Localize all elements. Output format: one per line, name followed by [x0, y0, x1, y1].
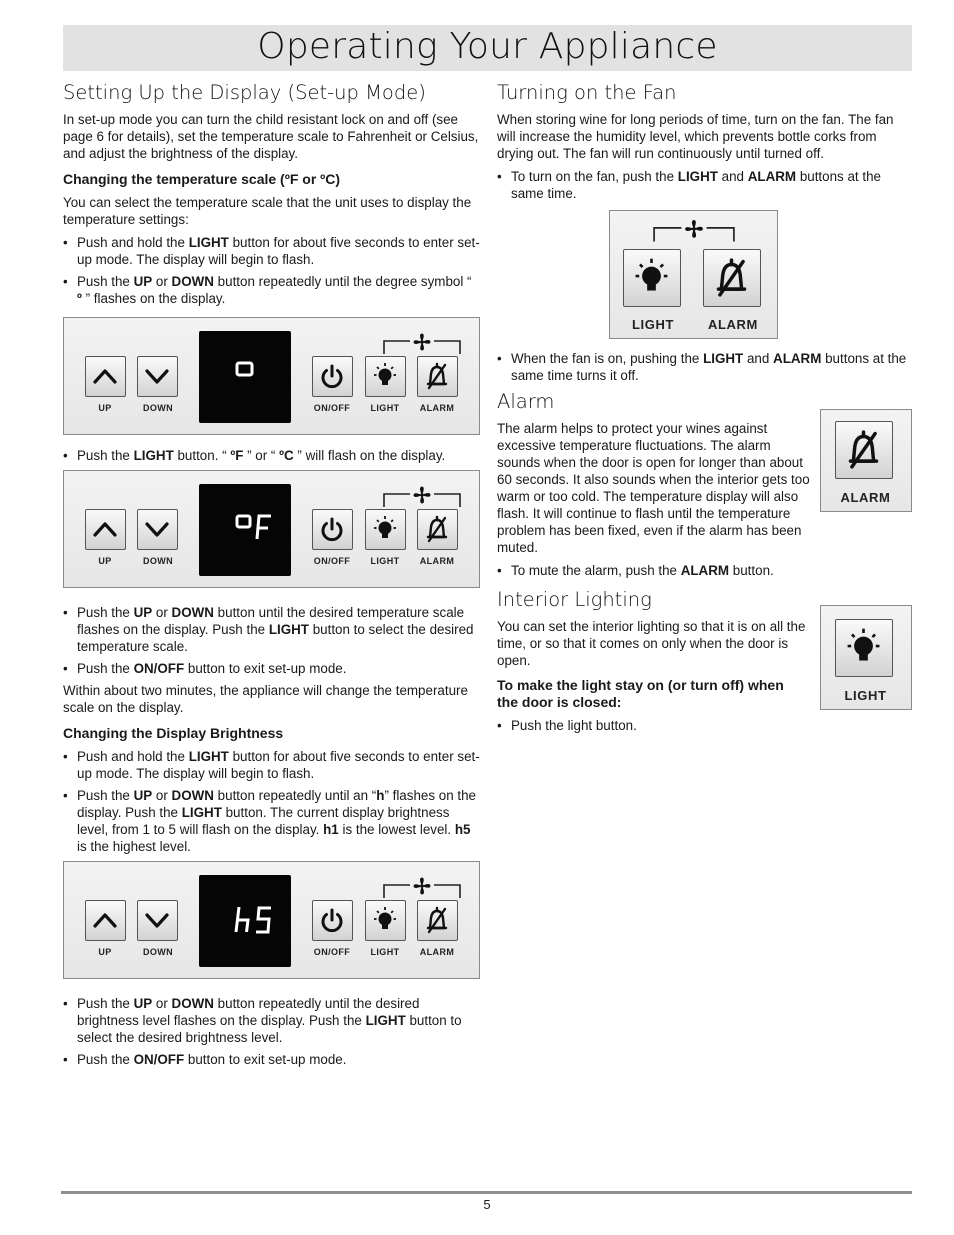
light-button[interactable]	[623, 249, 681, 307]
list-item: • Push and hold the LIGHT button for about five seconds to enter set-up mode. The display will begin to flash.	[63, 234, 480, 268]
alarm-bell-muted-icon	[418, 510, 456, 548]
temp-scale-heading: Changing the temperature scale (ºF or ºC)	[63, 171, 341, 187]
alarm-button-diagram	[820, 409, 912, 512]
control-panel-brightness	[63, 861, 480, 979]
chevron-down-icon	[138, 510, 176, 548]
setup-heading: Setting Up the Display (Set-up Mode)	[63, 81, 426, 104]
fan-icon	[382, 332, 462, 356]
bulb-icon	[366, 510, 404, 548]
light-label: LIGHT	[632, 317, 674, 332]
up-button[interactable]	[85, 356, 126, 397]
light-button[interactable]	[365, 509, 406, 550]
fan-list-2	[497, 350, 912, 384]
lighting-heading: Interior Lighting	[497, 588, 652, 611]
fan-intro: When storing wine for long periods of time, turn on the fan. The fan will increase the humidity level, which prevents bottle corks from drying out. The fan will run continuously until turned off.	[497, 112, 894, 161]
fan-icon	[382, 876, 462, 900]
footer-rule	[61, 1191, 912, 1194]
up-label: UP	[98, 403, 112, 413]
right-column	[497, 80, 912, 739]
light-button-diagram	[820, 605, 912, 710]
temp-scale-list-2	[63, 447, 480, 464]
alarm-bell-muted-icon	[418, 901, 456, 939]
led-display	[199, 331, 291, 423]
display-fahrenheit-glyph	[199, 484, 291, 576]
alarm-bell-muted-icon	[704, 250, 759, 305]
temp-scale-list-1	[63, 234, 480, 307]
lighting-subheading: To make the light stay on (or turn off) when the door is closed:	[497, 677, 784, 710]
alarm-heading: Alarm	[497, 390, 555, 413]
page-title-bar	[63, 25, 912, 71]
alarm-button[interactable]	[835, 421, 893, 479]
list-item: • Push the UP or DOWN button repeatedly until an “h” flashes on the display. Push the LIGHT button. The current display brightness level, from 1 to 5 will flash on the display. h1 is the lowest level. h5 is the highest level.	[63, 787, 480, 855]
control-panel-fahrenheit	[63, 470, 480, 588]
lighting-list	[497, 717, 912, 734]
alarm-label: ALARM	[419, 556, 455, 566]
brightness-list-1	[63, 748, 480, 855]
led-display	[199, 484, 291, 576]
fan-button-diagram	[609, 210, 778, 339]
left-column	[63, 80, 480, 1073]
up-label: UP	[98, 947, 112, 957]
list-item: • Push the ON/OFF button to exit set-up mode.	[63, 1051, 480, 1068]
onoff-button[interactable]	[312, 509, 353, 550]
up-label: UP	[98, 556, 112, 566]
fan-heading: Turning on the Fan	[497, 81, 677, 104]
fan-icon	[652, 217, 736, 245]
alarm-button[interactable]	[417, 356, 458, 397]
onoff-button[interactable]	[312, 900, 353, 941]
list-item: • Push the ON/OFF button to exit set-up mode.	[63, 660, 480, 677]
chevron-up-icon	[86, 357, 124, 395]
light-label: LIGHT	[370, 556, 400, 566]
up-button[interactable]	[85, 900, 126, 941]
brightness-heading: Changing the Display Brightness	[63, 725, 284, 741]
down-label: DOWN	[142, 403, 174, 413]
light-label: LIGHT	[844, 688, 887, 703]
alarm-button[interactable]	[703, 249, 761, 307]
lighting-text: You can set the interior lighting so that it is on all the time, or so that it comes on only when the door is open.	[497, 619, 806, 668]
down-button[interactable]	[137, 900, 178, 941]
power-icon	[313, 357, 351, 395]
power-icon	[313, 901, 351, 939]
temp-scale-outro: Within about two minutes, the appliance will change the temperature scale on the display.	[63, 683, 468, 715]
alarm-button[interactable]	[417, 509, 458, 550]
down-label: DOWN	[142, 947, 174, 957]
power-icon	[313, 510, 351, 548]
alarm-text: The alarm helps to protect your wines against excessive temperature fluctuations. The alarm sounds when the door is open for longer than about 60 seconds. It also sounds when the interior gets too warm or too cold. The temperature display will also flash. It will continue to flash until the temperature problem has been fixed, even if the alarm has been muted.	[497, 421, 810, 555]
bulb-icon	[366, 901, 404, 939]
lighting-section	[497, 587, 912, 734]
onoff-label: ON/OFF	[313, 556, 351, 566]
list-item: • To mute the alarm, push the ALARM button.	[497, 562, 912, 579]
light-label: LIGHT	[370, 403, 400, 413]
chevron-down-icon	[138, 901, 176, 939]
display-degree-glyph	[199, 331, 291, 423]
light-button[interactable]	[365, 900, 406, 941]
light-button[interactable]	[835, 619, 893, 677]
fan-list-1	[497, 168, 912, 202]
alarm-label: ALARM	[419, 403, 455, 413]
down-button[interactable]	[137, 356, 178, 397]
control-panel-degree	[63, 317, 480, 435]
alarm-section	[497, 389, 912, 579]
list-item: • Push the UP or DOWN button until the desired temperature scale flashes on the display. Push the LIGHT button to select the desired temperature scale.	[63, 604, 480, 655]
page-number: 5	[483, 1197, 491, 1212]
list-item: • When the fan is on, pushing the LIGHT and ALARM buttons at the same time turns it off.	[497, 350, 912, 384]
list-item: • Push the light button.	[497, 717, 912, 734]
list-item: • Push the UP or DOWN button repeatedly until the desired brightness level flashes on the display. Push the LIGHT button to select the desired brightness level.	[63, 995, 480, 1046]
alarm-list	[497, 562, 912, 579]
temp-scale-intro: You can select the temperature scale that the unit uses to display the temperature settings:	[63, 195, 472, 227]
alarm-label: ALARM	[840, 490, 891, 505]
onoff-label: ON/OFF	[313, 947, 351, 957]
display-h5-glyph	[199, 875, 291, 967]
list-item: • To turn on the fan, push the LIGHT and ALARM buttons at the same time.	[497, 168, 912, 202]
chevron-up-icon	[86, 510, 124, 548]
up-button[interactable]	[85, 509, 126, 550]
alarm-label: ALARM	[419, 947, 455, 957]
led-display	[199, 875, 291, 967]
alarm-bell-muted-icon	[418, 357, 456, 395]
light-button[interactable]	[365, 356, 406, 397]
chevron-down-icon	[138, 357, 176, 395]
onoff-label: ON/OFF	[313, 403, 351, 413]
onoff-button[interactable]	[312, 356, 353, 397]
list-item: • Push the LIGHT button. “ ºF ” or “ ºC ” will flash on the display.	[63, 447, 480, 464]
temp-scale-list-3	[63, 604, 480, 677]
down-button[interactable]	[137, 509, 178, 550]
fan-icon	[382, 485, 462, 509]
chevron-up-icon	[86, 901, 124, 939]
bulb-icon	[366, 357, 404, 395]
light-label: LIGHT	[370, 947, 400, 957]
alarm-button[interactable]	[417, 900, 458, 941]
bulb-icon	[624, 250, 679, 305]
bulb-icon	[836, 620, 891, 675]
brightness-list-2	[63, 995, 480, 1068]
list-item: • Push and hold the LIGHT button for about five seconds to enter set-up mode. The display will begin to flash.	[63, 748, 480, 782]
alarm-bell-muted-icon	[836, 422, 891, 477]
alarm-label: ALARM	[708, 317, 758, 332]
setup-intro: In set-up mode you can turn the child resistant lock on and off (see page 6 for details), set the temperature scale to Fahrenheit or Celsius, and adjust the brightness of the display.	[63, 112, 479, 161]
page-title: Operating Your Appliance	[257, 26, 718, 67]
list-item: • Push the UP or DOWN button repeatedly until the degree symbol “ º ” flashes on the display.	[63, 273, 480, 307]
down-label: DOWN	[142, 556, 174, 566]
